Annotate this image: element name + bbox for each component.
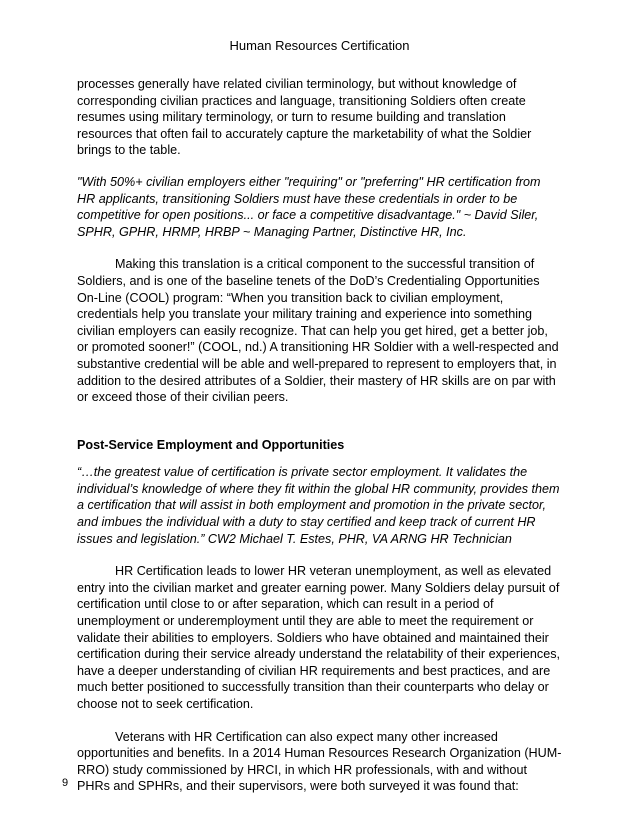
body-paragraph: Making this translation is a critical component to the successful transition of Soldiers, and is one of the baseline tenets of the DoD’s Credentialing Opportunities On-Line (COOL) program: “When you transition back to civilian employment, credentials help you translate your military training and experience into something civilian employers can easily recognize. That can help you get hired, get a better job, or promoted sooner!” (COOL, nd.) A transitioning HR Soldier with a well-respected and substantive credential will be able and well-prepared to represent to employers that, in addition to the desired attributes of a Soldier, their mastery of HR skills are on par with or exceed those of their civilian peers. bbox=[77, 257, 559, 405]
body-paragraph: Veterans with HR Certification can also expect many other increased opportunities and benefits. In a 2014 Human Resources Research Organization (HUM-RRO) study commissioned by HRCI, in which HR professionals, with and without PHRs and SPHRs, and their supervisors, were both surveyed it was found that: bbox=[77, 729, 562, 794]
body-paragraph: processes generally have related civilian terminology, but without knowledge of corresponding civilian practices and language, transitioning Soldiers often create resumes using military terminology, or turn to resume building and translation resources that often fail to accurately capture the marketability of what the Soldier brings to the table. bbox=[77, 77, 532, 158]
page-number: 9 bbox=[62, 777, 69, 789]
running-header: Human Resources Certification bbox=[229, 38, 410, 53]
section-heading: Post-Service Employment and Opportunities bbox=[77, 437, 345, 452]
body-paragraph: HR Certification leads to lower HR veteran unemployment, as well as elevated entry into the civilian market and greater earning power. Many Soldiers delay pursuit of certification until close to or after separation, which can result in a period of unemployment or underemployment until they are able to meet the requirement or validate their abilities to employers. Soldiers who have obtained and maintained their certification during their service already understand the relatability of their experiences, have a deeper understanding of civilian HR requirements and best practices, and are much better positioned to successfully transition than their counterparts who delay or choose not to seek certification. bbox=[77, 564, 561, 711]
pull-quote: "With 50%+ civilian employers either "requiring" or "preferring" HR certification from HR applicants, transitioning Soldiers must have these credentials in order to be competitive for open positions... or face a competitive disadvantage." ~ David Siler, SPHR, GPHR, HRMP, HRBP ~ Managing Partner, Distinctive HR, Inc. bbox=[77, 174, 541, 239]
pull-quote: “…the greatest value of certification is private sector employment. It validates the individual’s knowledge of where they fit within the global HR community, provides them a certification that will assist in both employment and promotion in the private sector, and imbues the individual with a duty to stay certified and keep track of current HR issues and legislation.” CW2 Michael T. Estes, PHR, VA ARNG HR Technician bbox=[77, 465, 560, 546]
